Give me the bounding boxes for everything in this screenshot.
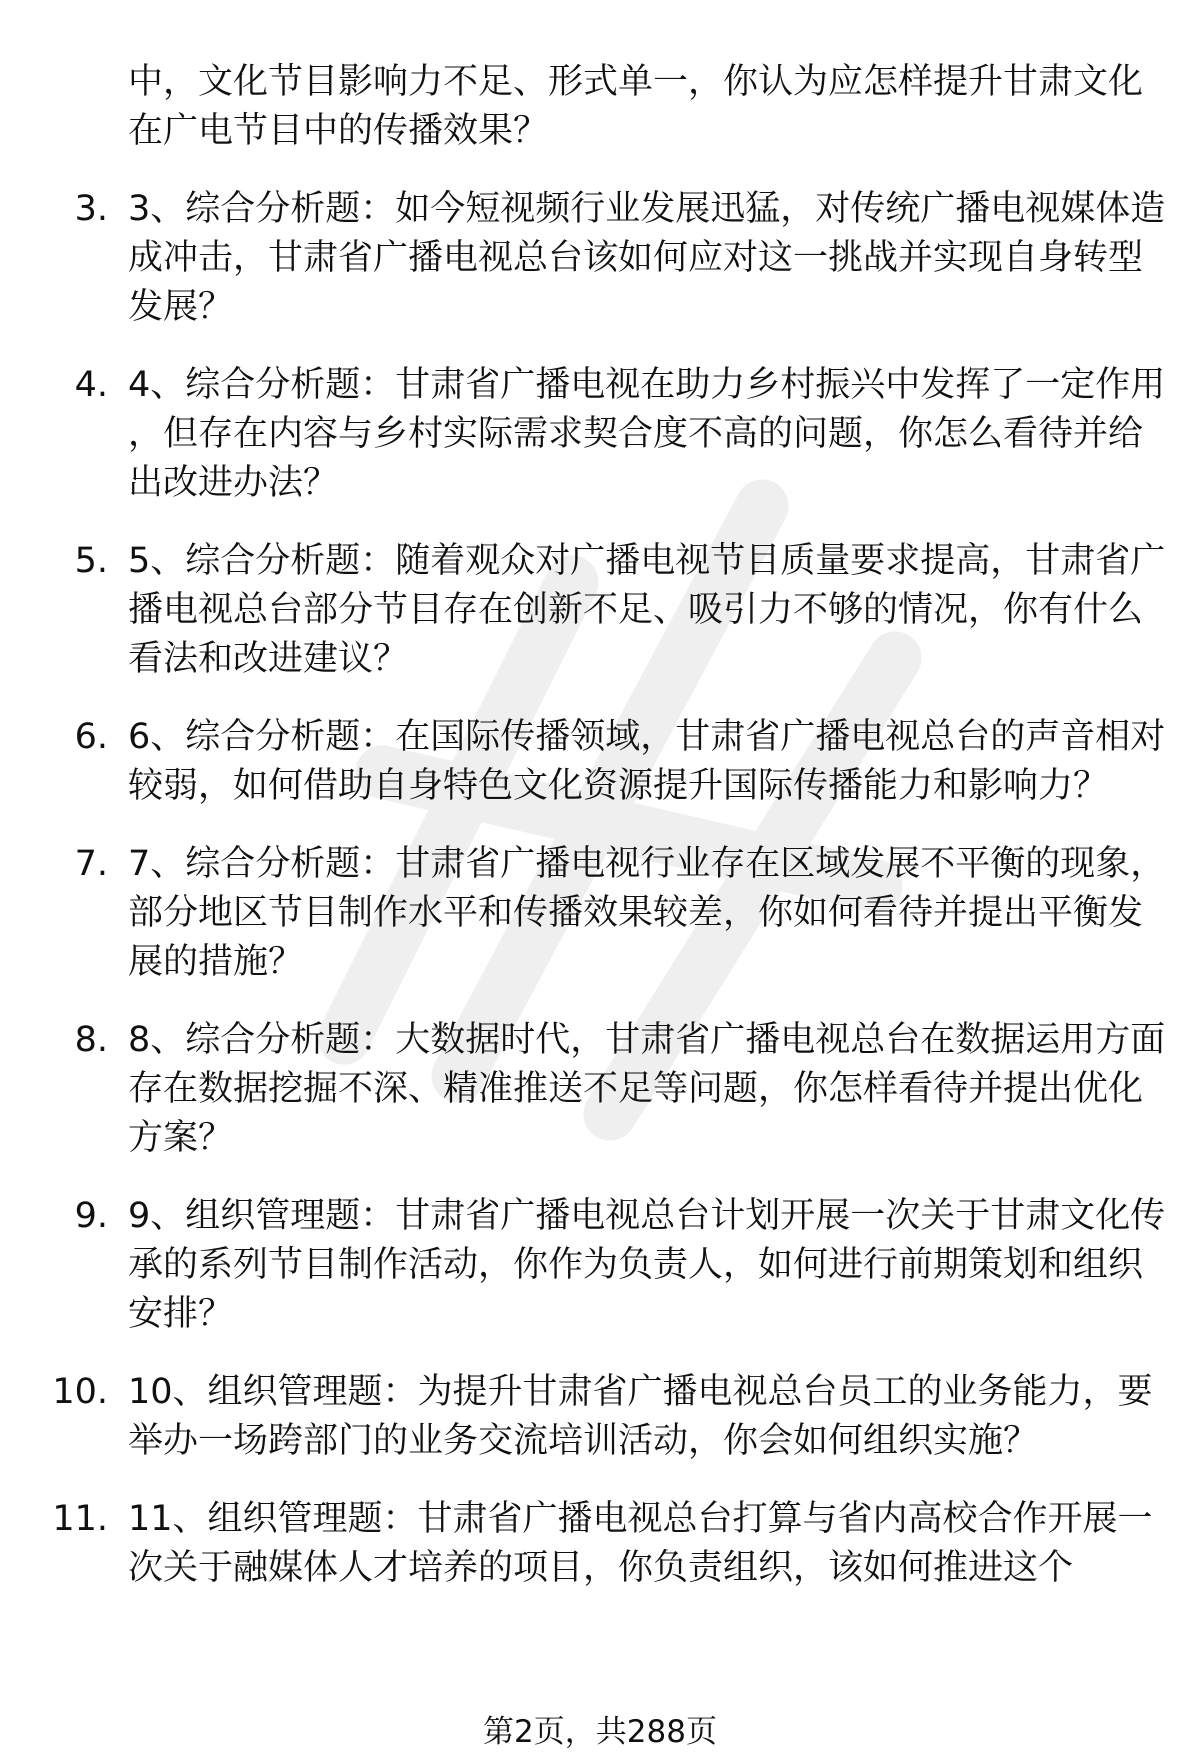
item-text: 7、综合分析题：甘肃省广播电视行业存在区域发展不平衡的现象，部分地区节目制作水平和传播效果较差，你如何看待并提出平衡发展的措施？: [128, 844, 1166, 982]
item-text: 5、综合分析题：随着观众对广播电视节目质量要求提高，甘肃省广播电视总台部分节目存在创新不足、吸引力不够的情况，你有什么看法和改进建议？: [128, 541, 1166, 679]
list-item: [0, 537, 1200, 684]
list-item: [0, 840, 1200, 987]
item-text: 10、组织管理题：为提升甘肃省广播电视总台员工的业务能力，要举办一场跨部门的业务交流培训活动，你会如何组织实施？: [128, 1372, 1153, 1461]
list-item: [0, 1495, 1200, 1593]
list-item: [0, 185, 1200, 332]
item-text: 11、组织管理题：甘肃省广播电视总台打算与省内高校合作开展一次关于融媒体人才培养的项目，你负责组织，该如何推进这个: [128, 1499, 1153, 1588]
list-item: [0, 713, 1200, 811]
page-footer: 第2页，共288页: [483, 1714, 717, 1750]
item-number: 4.: [74, 365, 108, 405]
item-text: 4、综合分析题：甘肃省广播电视在助力乡村振兴中发挥了一定作用，但存在内容与乡村实际需求契合度不高的问题，你怎么看待并给出改进办法？: [128, 365, 1166, 503]
item-number: 5.: [74, 541, 108, 581]
continuation-text: 中，文化节目影响力不足、形式单一，你认为应怎样提升甘肃文化在广电节目中的传播效果？: [128, 62, 1144, 151]
item-number: 7.: [74, 844, 108, 884]
item-number: 9.: [74, 1196, 108, 1236]
list-item-continuation: [0, 58, 1200, 156]
item-number: 6.: [74, 717, 108, 757]
item-number: 8.: [74, 1020, 108, 1060]
item-number: 11.: [52, 1499, 108, 1539]
item-number: 3.: [74, 189, 108, 229]
item-number: 10.: [52, 1372, 108, 1412]
item-text: 6、综合分析题：在国际传播领域，甘肃省广播电视总台的声音相对较弱，如何借助自身特色文化资源提升国际传播能力和影响力？: [128, 717, 1166, 806]
item-text: 3、综合分析题：如今短视频行业发展迅猛，对传统广播电视媒体造成冲击，甘肃省广播电视总台该如何应对这一挑战并实现自身转型发展？: [128, 189, 1166, 327]
item-text: 9、组织管理题：甘肃省广播电视总台计划开展一次关于甘肃文化传承的系列节目制作活动，你作为负责人，如何进行前期策划和组织安排？: [128, 1196, 1166, 1334]
list-item: [0, 361, 1200, 508]
list-item: [0, 1368, 1200, 1466]
list-item: [0, 1192, 1200, 1339]
question-list: [0, 58, 1200, 1622]
list-item: [0, 1016, 1200, 1163]
item-text: 8、综合分析题：大数据时代，甘肃省广播电视总台在数据运用方面存在数据挖掘不深、精准推送不足等问题，你怎样看待并提出优化方案？: [128, 1020, 1166, 1158]
